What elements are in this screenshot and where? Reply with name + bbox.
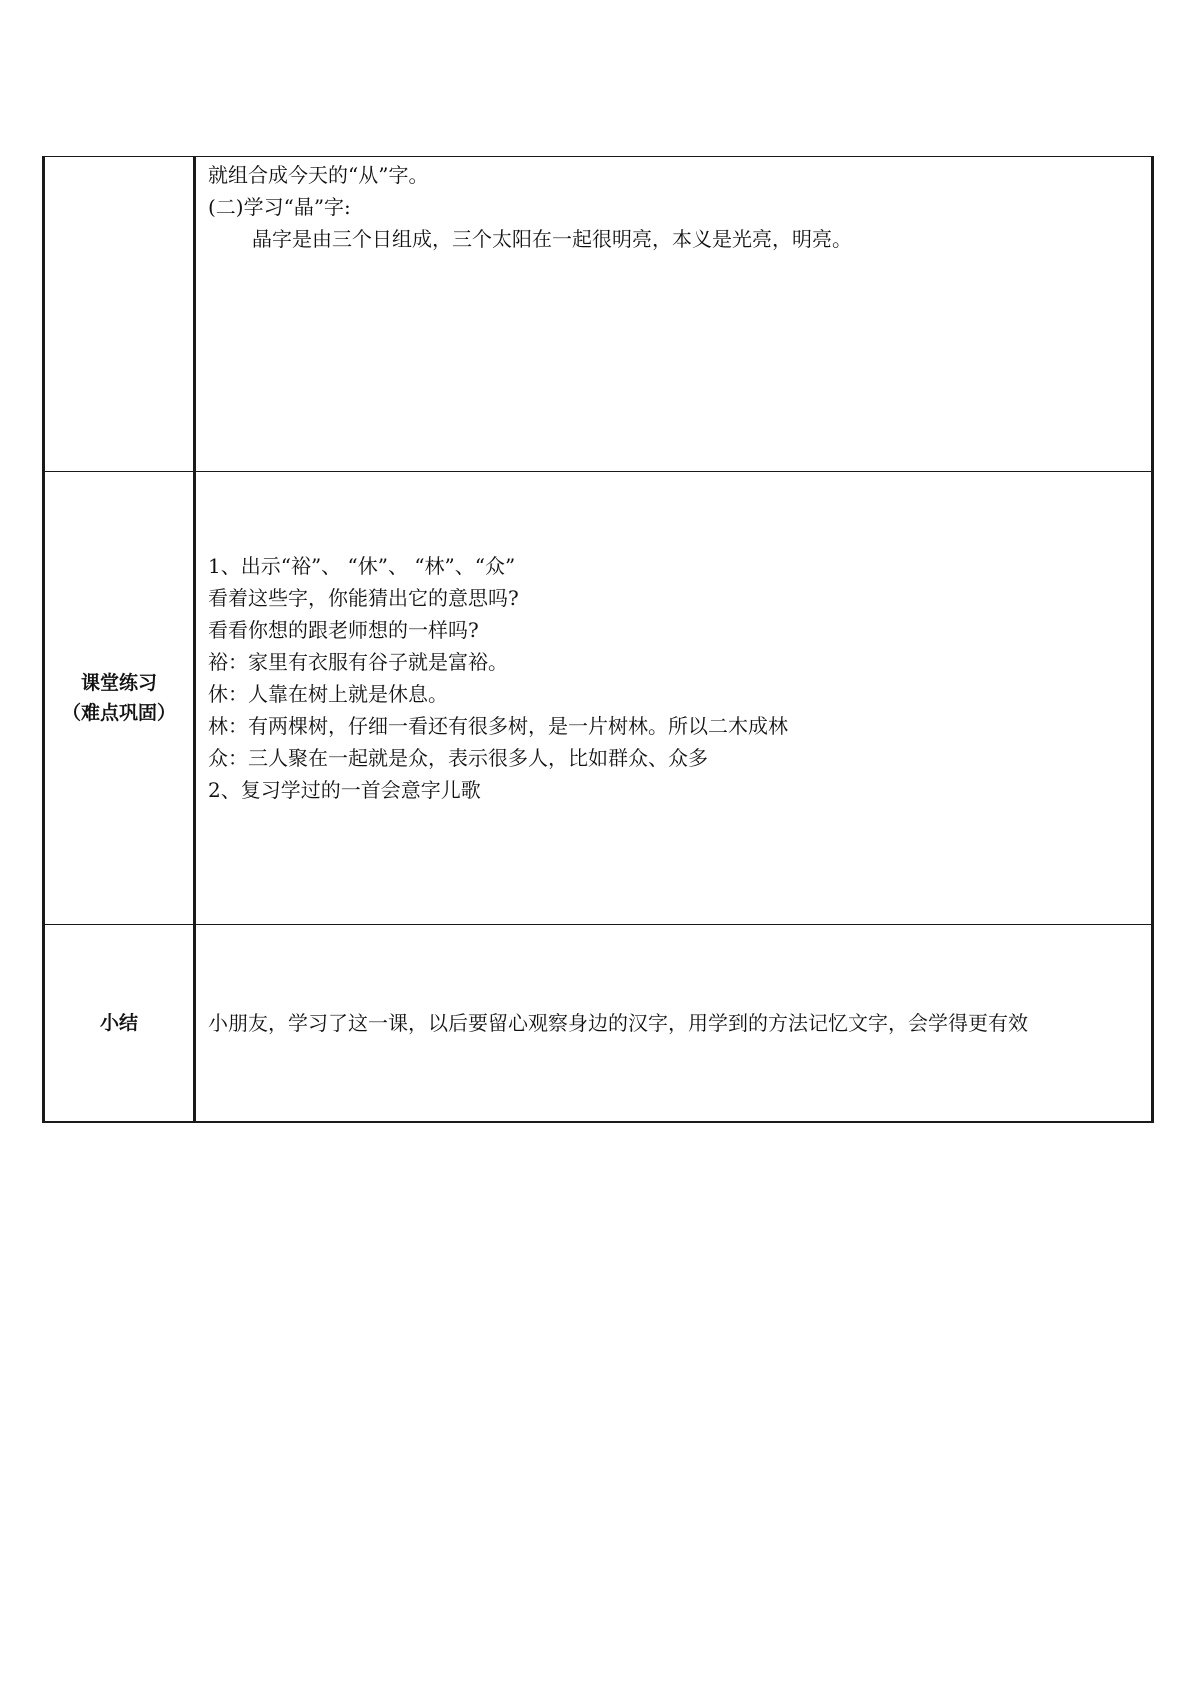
row-content-classroom-practice	[195, 472, 1153, 925]
content-line: 看着这些字，你能猜出它的意思吗?	[208, 586, 519, 610]
label-line: 小结	[99, 1012, 138, 1034]
content-line: 裕：家里有衣服有谷子就是富裕。	[208, 650, 508, 674]
row-content-continuation	[195, 157, 1153, 472]
content-line: 休：人靠在树上就是休息。	[208, 682, 448, 706]
content-line: 小朋友，学习了这一课，以后要留心观察身边的汉字，用学到的方法记忆文字，会学得更有效	[208, 1011, 1028, 1035]
row-label-summary	[44, 925, 195, 1123]
label-line: （难点巩固）	[61, 702, 176, 724]
content-line: (二)学习“晶”字:	[208, 195, 351, 219]
row-label-empty	[44, 157, 195, 472]
content-line: 林：有两棵树，仔细一看还有很多树，是一片树林。所以二木成林	[208, 714, 788, 738]
table-row-classroom-practice	[44, 472, 1153, 925]
table-row-summary	[44, 925, 1153, 1123]
content-line: 2、复习学过的一首会意字儿歌	[208, 778, 481, 802]
content-line: 1、出示“裕”、 “休”、 “林”、“众”	[208, 554, 516, 578]
content-line: 众：三人聚在一起就是众，表示很多人，比如群众、众多	[208, 746, 708, 770]
lesson-plan-table	[42, 156, 1154, 1123]
content-line: 就组合成今天的“从”字。	[208, 163, 429, 187]
content-line: 晶字是由三个日组成，三个太阳在一起很明亮，本义是光亮，明亮。	[252, 227, 852, 251]
content-line: 看看你想的跟老师想的一样吗?	[208, 618, 479, 642]
row-content-summary	[195, 925, 1153, 1123]
table-row-continuation	[44, 157, 1153, 472]
row-label-classroom-practice	[44, 472, 195, 925]
label-line: 课堂练习	[80, 672, 157, 694]
